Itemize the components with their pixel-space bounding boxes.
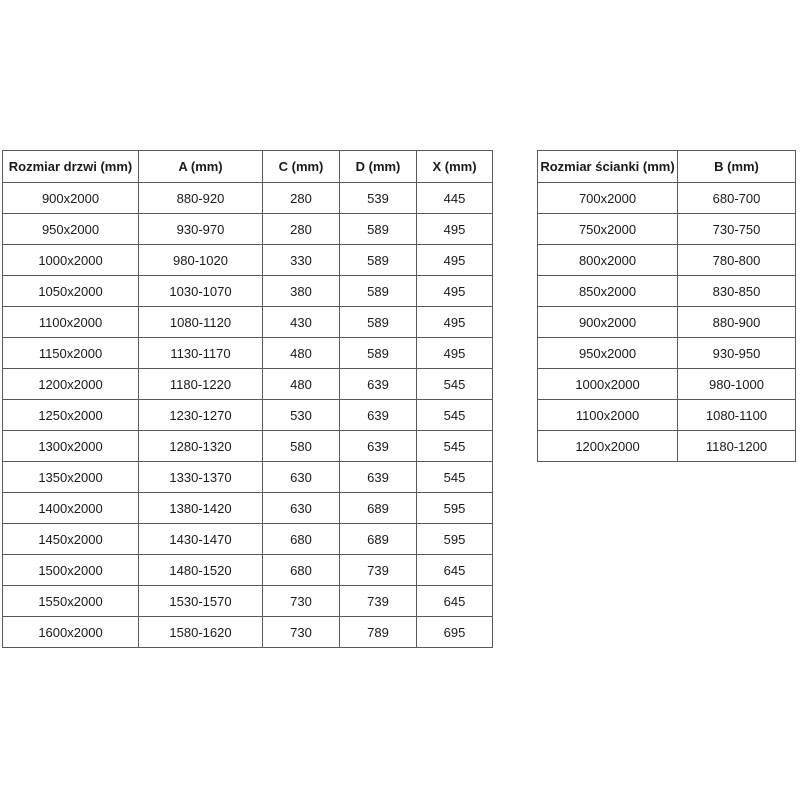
table-cell: 580 bbox=[263, 431, 340, 462]
table-cell: 645 bbox=[417, 586, 493, 617]
table-cell: 1000x2000 bbox=[538, 369, 678, 400]
table-cell: 495 bbox=[417, 338, 493, 369]
table-cell: 1330-1370 bbox=[139, 462, 263, 493]
table-cell: 589 bbox=[340, 276, 417, 307]
table-cell: 545 bbox=[417, 400, 493, 431]
table-cell: 1050x2000 bbox=[3, 276, 139, 307]
table-row bbox=[3, 183, 493, 214]
table-cell: 380 bbox=[263, 276, 340, 307]
table-cell: 880-900 bbox=[678, 307, 796, 338]
table-cell: 1500x2000 bbox=[3, 555, 139, 586]
table-cell: 589 bbox=[340, 214, 417, 245]
table-cell: 480 bbox=[263, 369, 340, 400]
table-cell: 639 bbox=[340, 400, 417, 431]
table-cell: 689 bbox=[340, 524, 417, 555]
table-cell: 739 bbox=[340, 555, 417, 586]
table-cell: 1300x2000 bbox=[3, 431, 139, 462]
table-cell: 645 bbox=[417, 555, 493, 586]
column-header: Rozmiar drzwi (mm) bbox=[3, 151, 139, 183]
table-cell: 430 bbox=[263, 307, 340, 338]
table-cell: 1450x2000 bbox=[3, 524, 139, 555]
table-row bbox=[3, 555, 493, 586]
table-cell: 1000x2000 bbox=[3, 245, 139, 276]
table-cell: 1080-1100 bbox=[678, 400, 796, 431]
table-cell: 539 bbox=[340, 183, 417, 214]
table-row bbox=[3, 338, 493, 369]
table-row bbox=[538, 183, 796, 214]
table-cell: 1580-1620 bbox=[139, 617, 263, 648]
table-row bbox=[3, 524, 493, 555]
table-cell: 589 bbox=[340, 338, 417, 369]
table-cell: 639 bbox=[340, 462, 417, 493]
table-cell: 1200x2000 bbox=[538, 431, 678, 462]
table-row bbox=[3, 431, 493, 462]
table-cell: 980-1000 bbox=[678, 369, 796, 400]
table-cell: 280 bbox=[263, 214, 340, 245]
table-cell: 780-800 bbox=[678, 245, 796, 276]
table-row bbox=[538, 400, 796, 431]
table-cell: 1480-1520 bbox=[139, 555, 263, 586]
table-cell: 330 bbox=[263, 245, 340, 276]
table-cell: 680 bbox=[263, 524, 340, 555]
table-cell: 1180-1220 bbox=[139, 369, 263, 400]
table-cell: 1400x2000 bbox=[3, 493, 139, 524]
table-cell: 800x2000 bbox=[538, 245, 678, 276]
column-header: X (mm) bbox=[417, 151, 493, 183]
table-row bbox=[538, 214, 796, 245]
table-cell: 730-750 bbox=[678, 214, 796, 245]
table-cell: 1180-1200 bbox=[678, 431, 796, 462]
table-row bbox=[3, 276, 493, 307]
table-cell: 495 bbox=[417, 245, 493, 276]
table-row bbox=[3, 307, 493, 338]
table-cell: 1530-1570 bbox=[139, 586, 263, 617]
table-cell: 445 bbox=[417, 183, 493, 214]
table-cell: 1550x2000 bbox=[3, 586, 139, 617]
table-cell: 950x2000 bbox=[538, 338, 678, 369]
table-cell: 480 bbox=[263, 338, 340, 369]
table-cell: 1280-1320 bbox=[139, 431, 263, 462]
table-cell: 1230-1270 bbox=[139, 400, 263, 431]
table-cell: 680 bbox=[263, 555, 340, 586]
column-header: C (mm) bbox=[263, 151, 340, 183]
table-cell: 950x2000 bbox=[3, 214, 139, 245]
column-header: Rozmiar ścianki (mm) bbox=[538, 151, 678, 183]
column-header: D (mm) bbox=[340, 151, 417, 183]
table-row bbox=[3, 462, 493, 493]
table-cell: 900x2000 bbox=[538, 307, 678, 338]
table-cell: 530 bbox=[263, 400, 340, 431]
table-cell: 1380-1420 bbox=[139, 493, 263, 524]
table-cell: 1200x2000 bbox=[3, 369, 139, 400]
table-row bbox=[3, 400, 493, 431]
table-cell: 750x2000 bbox=[538, 214, 678, 245]
header-row bbox=[538, 151, 796, 183]
table-cell: 639 bbox=[340, 369, 417, 400]
table-cell: 1350x2000 bbox=[3, 462, 139, 493]
table-cell: 730 bbox=[263, 586, 340, 617]
table-cell: 1150x2000 bbox=[3, 338, 139, 369]
column-header: A (mm) bbox=[139, 151, 263, 183]
table-row bbox=[538, 276, 796, 307]
table-cell: 880-920 bbox=[139, 183, 263, 214]
table-cell: 695 bbox=[417, 617, 493, 648]
table-row bbox=[3, 369, 493, 400]
column-header: B (mm) bbox=[678, 151, 796, 183]
table-cell: 900x2000 bbox=[3, 183, 139, 214]
table-cell: 495 bbox=[417, 214, 493, 245]
table-cell: 545 bbox=[417, 369, 493, 400]
table-row bbox=[3, 617, 493, 648]
table-row bbox=[3, 493, 493, 524]
table-cell: 545 bbox=[417, 462, 493, 493]
table-cell: 689 bbox=[340, 493, 417, 524]
table-row bbox=[538, 307, 796, 338]
header-row bbox=[3, 151, 493, 183]
table-row bbox=[538, 369, 796, 400]
table-cell: 1100x2000 bbox=[538, 400, 678, 431]
table-cell: 730 bbox=[263, 617, 340, 648]
table-row bbox=[538, 431, 796, 462]
table-cell: 680-700 bbox=[678, 183, 796, 214]
table-cell: 495 bbox=[417, 307, 493, 338]
table-row bbox=[3, 214, 493, 245]
table-cell: 980-1020 bbox=[139, 245, 263, 276]
table-row bbox=[538, 245, 796, 276]
table-cell: 789 bbox=[340, 617, 417, 648]
table-cell: 1130-1170 bbox=[139, 338, 263, 369]
table-cell: 545 bbox=[417, 431, 493, 462]
table-cell: 495 bbox=[417, 276, 493, 307]
table-row bbox=[3, 586, 493, 617]
table-cell: 595 bbox=[417, 524, 493, 555]
table-cell: 1430-1470 bbox=[139, 524, 263, 555]
table-cell: 589 bbox=[340, 245, 417, 276]
table-row bbox=[538, 338, 796, 369]
table-cell: 1250x2000 bbox=[3, 400, 139, 431]
wall-size-table bbox=[537, 150, 796, 462]
table-cell: 1600x2000 bbox=[3, 617, 139, 648]
table-cell: 850x2000 bbox=[538, 276, 678, 307]
table-cell: 639 bbox=[340, 431, 417, 462]
table-cell: 589 bbox=[340, 307, 417, 338]
table-cell: 1030-1070 bbox=[139, 276, 263, 307]
table-cell: 930-950 bbox=[678, 338, 796, 369]
table-cell: 630 bbox=[263, 493, 340, 524]
table-cell: 930-970 bbox=[139, 214, 263, 245]
table-cell: 630 bbox=[263, 462, 340, 493]
table-cell: 1100x2000 bbox=[3, 307, 139, 338]
table-cell: 700x2000 bbox=[538, 183, 678, 214]
table-cell: 1080-1120 bbox=[139, 307, 263, 338]
table-cell: 595 bbox=[417, 493, 493, 524]
table-row bbox=[3, 245, 493, 276]
table-cell: 830-850 bbox=[678, 276, 796, 307]
door-size-table bbox=[2, 150, 493, 648]
table-cell: 280 bbox=[263, 183, 340, 214]
table-cell: 739 bbox=[340, 586, 417, 617]
